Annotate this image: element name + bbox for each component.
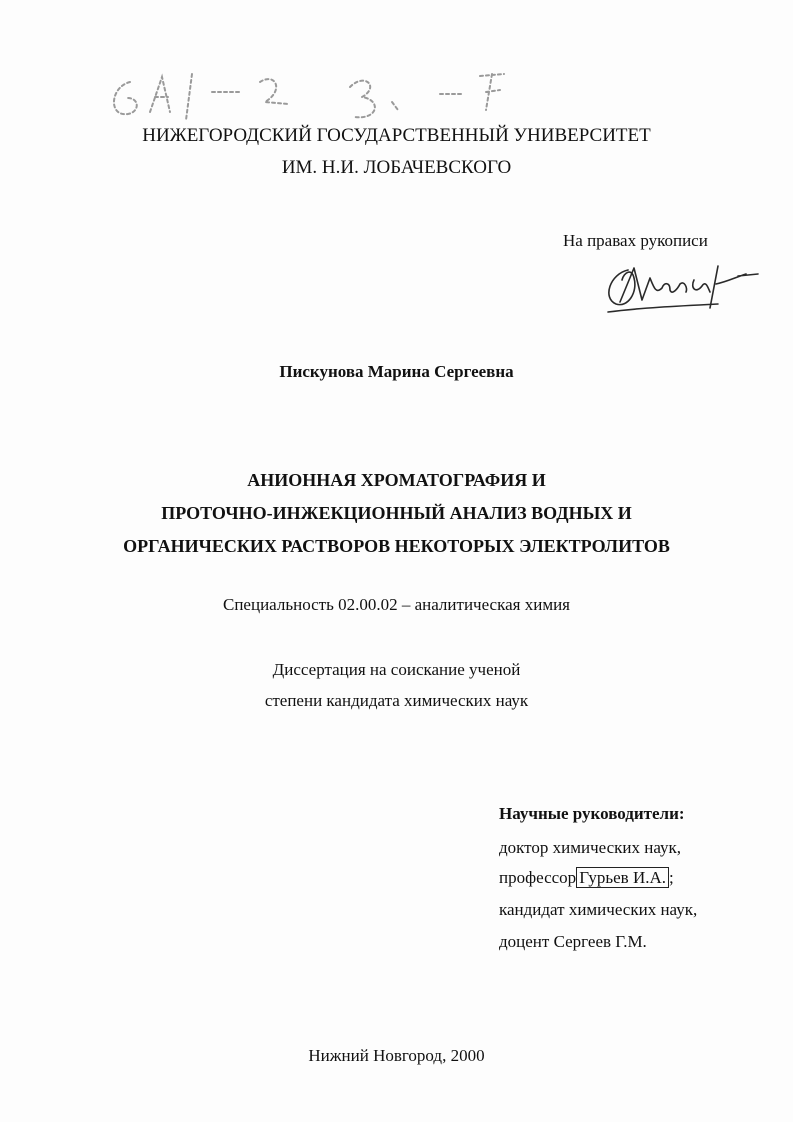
supervisor-1-name: Гурьев И.А. <box>576 867 669 888</box>
speciality: Специальность 02.00.02 – аналитическая химия <box>222 595 570 614</box>
dissertation-line-1: Диссертация на соискание ученой <box>272 660 521 679</box>
supervisor-1-degree: доктор химических наук, <box>499 838 682 857</box>
title-line-1: АНИОННАЯ ХРОМАТОГРАФИЯ И <box>247 470 546 490</box>
title-line-2: ПРОТОЧНО-ИНЖЕКЦИОННЫЙ АНАЛИЗ ВОДНЫХ И <box>161 503 632 523</box>
supervisor-1-rank: профессор <box>499 868 577 887</box>
manuscript-rights: На правах рукописи <box>563 231 708 250</box>
separator: ; <box>669 868 674 887</box>
author-name: Пискунова Марина Сергеевна <box>279 362 514 381</box>
supervisor-1-title <box>499 868 674 888</box>
supervisors-heading: Научные руководители: <box>499 804 685 823</box>
university-name: НИЖЕГОРОДСКИЙ ГОСУДАРСТВЕННЫЙ УНИВЕРСИТЕТ <box>142 125 651 146</box>
city-year: Нижний Новгород, 2000 <box>308 1046 485 1065</box>
signature-image <box>598 258 768 318</box>
archive-stamp <box>100 62 520 132</box>
title-line-3: ОРГАНИЧЕСКИХ РАСТВОРОВ НЕКОТОРЫХ ЭЛЕКТРОЛИТОВ <box>123 536 670 556</box>
dissertation-line-2: степени кандидата химических наук <box>264 691 529 710</box>
supervisor-2-title: доцент Сергеев Г.М. <box>499 932 647 951</box>
university-name-line2: ИМ. Н.И. ЛОБАЧЕВСКОГО <box>281 157 512 178</box>
supervisor-2-degree: кандидат химических наук, <box>499 900 698 919</box>
